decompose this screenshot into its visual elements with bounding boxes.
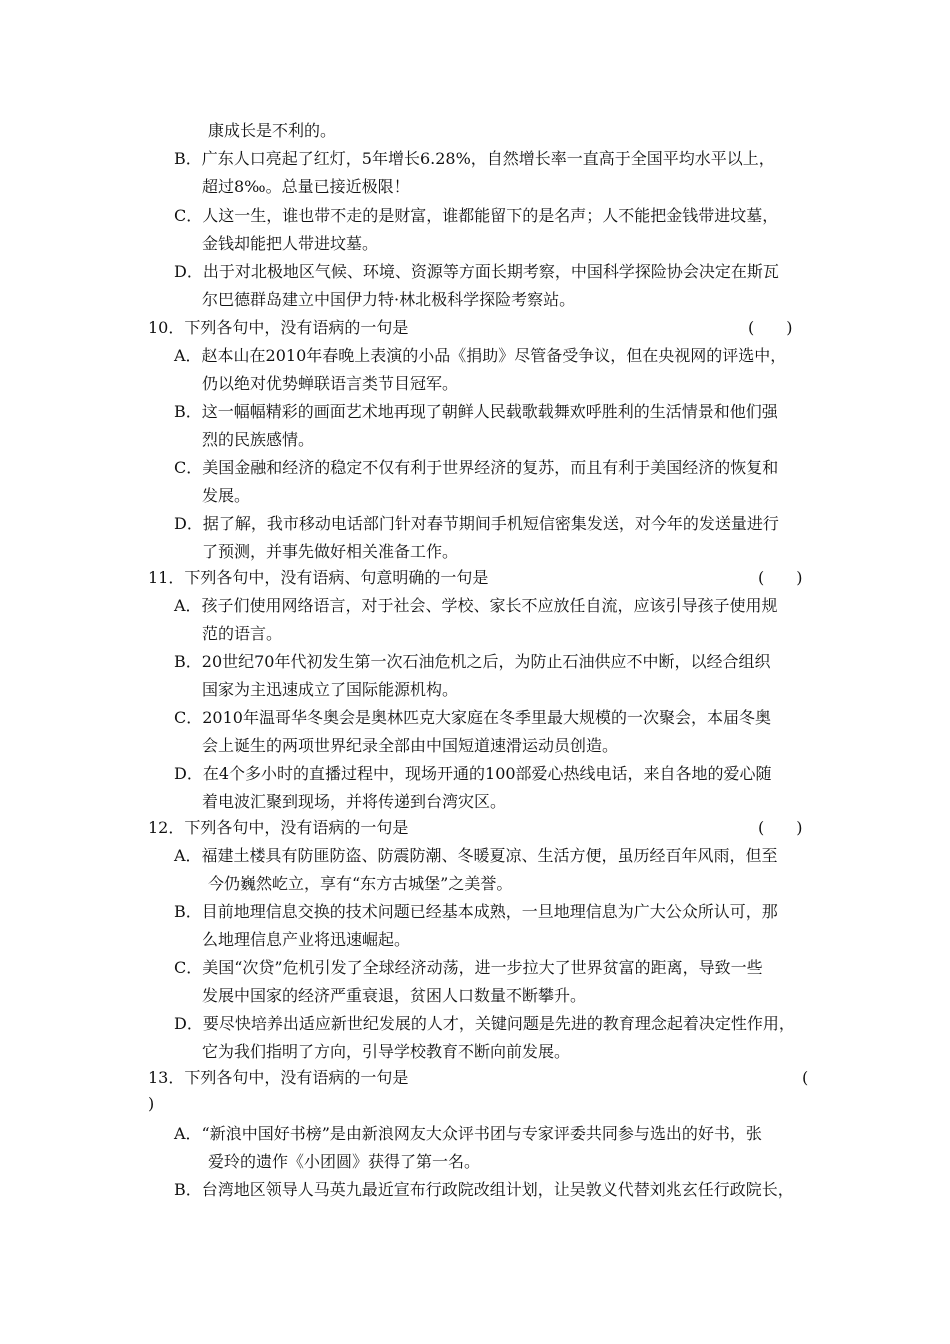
q12-option-b-line-1: B．目前地理信息交换的技术问题已经基本成熟，一旦地理信息为广大公众所认可，那 bbox=[174, 902, 778, 921]
option-b-line-2: 超过8‰。总量已接近极限！ bbox=[202, 177, 410, 196]
q12-option-d-line-2: 它为我们指明了方向，引导学校教育不断向前发展。 bbox=[202, 1042, 571, 1061]
q12-option-c-line-1: C．美国“次贷”危机引发了全球经济动荡，进一步拉大了世界贫富的距离，导致一些 bbox=[174, 958, 763, 977]
option-continuation: 康成长是不利的。 bbox=[208, 121, 337, 140]
q11-option-b-line-1: B．20世纪70年代初发生第一次石油危机之后，为防止石油供应不中断，以经合组织 bbox=[174, 652, 771, 671]
question-13-paren-open: ( bbox=[802, 1068, 809, 1087]
q13-option-a-line-1: A．“新浪中国好书榜”是由新浪网友大众评书团与专家评委共同参与选出的好书，张 bbox=[174, 1124, 762, 1143]
q12-option-a-line-1: A．福建土楼具有防匪防盗、防震防潮、冬暖夏凉、生活方便，虽历经百年风雨，但至 bbox=[174, 846, 778, 865]
q12-option-b-line-2: 么地理信息产业将迅速崛起。 bbox=[202, 930, 411, 949]
question-10-text: 10．下列各句中，没有语病的一句是 bbox=[148, 318, 409, 337]
q11-option-c-line-1: C．2010年温哥华冬奥会是奥林匹克大家庭在冬季里最大规模的一次聚会，本届冬奥 bbox=[174, 708, 771, 727]
option-b-line-1: B．广东人口亮起了红灯，5年增长6.28%，自然增长率一直高于全国平均水平以上， bbox=[174, 149, 775, 168]
option-d-line-2: 尔巴德群岛建立中国伊力特·林北极科学探险考察站。 bbox=[202, 290, 576, 309]
q10-option-b-line-1: B．这一幅幅精彩的画面艺术地再现了朝鲜人民载歌载舞欢呼胜利的生活情景和他们强 bbox=[174, 402, 778, 421]
q13-option-a-line-2: 爱玲的遗作《小团圆》获得了第一名。 bbox=[208, 1152, 481, 1171]
question-12-text: 12．下列各句中，没有语病的一句是 bbox=[148, 818, 409, 837]
q11-option-c-line-2: 会上诞生的两项世界纪录全部由中国短道速滑运动员创造。 bbox=[202, 736, 619, 755]
q10-option-a-line-1: A．赵本山在2010年春晚上表演的小品《捐助》尽管备受争议，但在央视网的评选中， bbox=[174, 346, 787, 365]
q12-option-d-line-1: D．要尽快培养出适应新世纪发展的人才，关键问题是先进的教育理念起着决定性作用， bbox=[174, 1014, 795, 1033]
question-10-stem bbox=[148, 317, 808, 339]
q11-option-d-line-1: D．在4个多小时的直播过程中，现场开通的100部爱心热线电话，来自各地的爱心随 bbox=[174, 764, 772, 783]
option-c-line-1: C．人这一生，谁也带不走的是财富，谁都能留下的是名声；人不能把金钱带进坟墓， bbox=[174, 206, 779, 225]
option-c-line-2: 金钱却能把人带进坟墓。 bbox=[202, 234, 379, 253]
question-11-answer-blank: ( ) bbox=[758, 568, 803, 587]
q10-option-c-line-1: C．美国金融和经济的稳定不仅有利于世界经济的复苏，而且有利于美国经济的恢复和 bbox=[174, 458, 779, 477]
question-12-stem bbox=[148, 817, 808, 839]
option-d-line-1: D．出于对北极地区气候、环境、资源等方面长期考察，中国科学探险协会决定在斯瓦 bbox=[174, 262, 779, 281]
q11-option-d-line-2: 着电波汇聚到现场，并将传递到台湾灾区。 bbox=[202, 792, 507, 811]
question-11-text: 11．下列各句中，没有语病、句意明确的一句是 bbox=[148, 568, 489, 587]
q10-option-a-line-2: 仍以绝对优势蝉联语言类节目冠军。 bbox=[202, 374, 459, 393]
question-13-text: 13．下列各句中，没有语病的一句是 bbox=[148, 1068, 409, 1087]
q12-option-c-line-2: 发展中国家的经济严重衰退，贫困人口数量不断攀升。 bbox=[202, 986, 587, 1005]
q10-option-c-line-2: 发展。 bbox=[202, 486, 251, 505]
q10-option-d-line-1: D．据了解，我市移动电话部门针对春节期间手机短信密集发送，对今年的发送量进行 bbox=[174, 514, 779, 533]
question-13-stem bbox=[148, 1067, 808, 1089]
q11-option-a-line-2: 范的语言。 bbox=[202, 624, 283, 643]
q10-option-b-line-2: 烈的民族感情。 bbox=[202, 430, 315, 449]
question-11-stem bbox=[148, 567, 808, 589]
q11-option-b-line-2: 国家为主迅速成立了国际能源机构。 bbox=[202, 680, 459, 699]
question-12-answer-blank: ( ) bbox=[758, 818, 803, 837]
q11-option-a-line-1: A．孩子们使用网络语言，对于社会、学校、家长不应放任自流，应该引导孩子使用规 bbox=[174, 596, 778, 615]
question-13-paren-close: ) bbox=[148, 1094, 155, 1113]
q13-option-b-line-1: B．台湾地区领导人马英九最近宣布行政院改组计划，让吴敦义代替刘兆玄任行政院长， bbox=[174, 1180, 794, 1199]
question-10-answer-blank: ( ) bbox=[748, 318, 793, 337]
q12-option-a-line-2: 今仍巍然屹立，享有“东方古城堡”之美誉。 bbox=[208, 874, 513, 893]
q10-option-d-line-2: 了预测，并事先做好相关准备工作。 bbox=[202, 542, 459, 561]
